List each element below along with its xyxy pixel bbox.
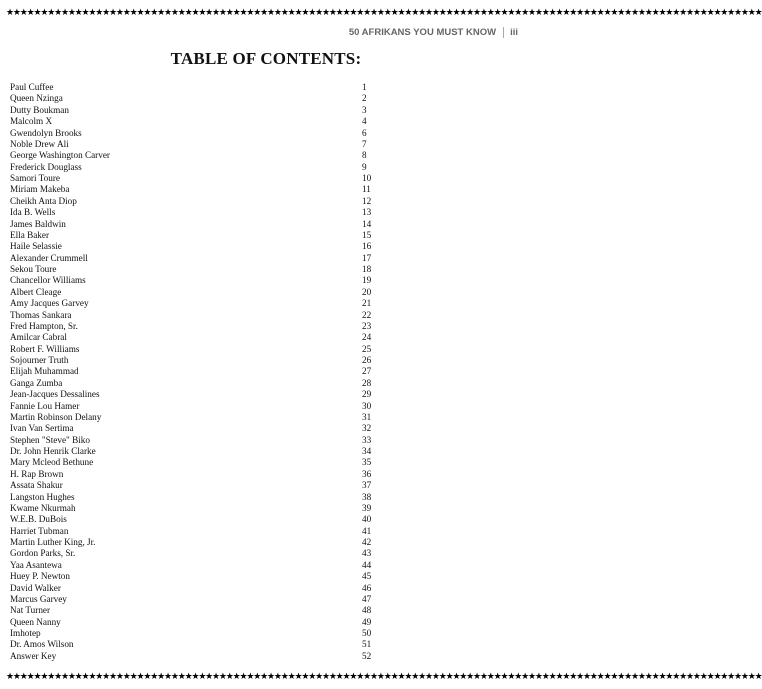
- toc-entry-page: 23: [362, 320, 372, 331]
- toc-entry[interactable]: [10, 196, 370, 207]
- toc-entry-page: 44: [362, 559, 372, 570]
- toc-entry[interactable]: [10, 503, 370, 514]
- toc-entry[interactable]: [10, 344, 370, 355]
- toc-entry-page: 1: [362, 82, 367, 92]
- toc-entry[interactable]: [10, 105, 370, 116]
- bottom-border-rule: ★★★★★★★★★★★★★★★★★★★★★★★★★★★★★★★★★★★★★★★★★★★★★★★★★★★★★★★★★★★★★★★★★★★★★★★★★★★★★★★★★★★★★★★★★★★★★★★★★★★★★★★★★★★★★★: [6, 672, 762, 682]
- toc-entry-name: Noble Drew Ali: [10, 138, 69, 149]
- toc-entry-name: Queen Nanny: [10, 616, 61, 627]
- toc-entry[interactable]: [10, 298, 370, 309]
- toc-entry-name: Mary Mcleod Bethune: [10, 457, 94, 468]
- toc-entry-name: Albert Cleage: [10, 286, 62, 297]
- toc-entry-name: Ida B. Wells: [10, 207, 56, 218]
- toc-entry-name: Gordon Parks, Sr.: [10, 548, 76, 559]
- toc-entry[interactable]: [10, 82, 370, 93]
- toc-title: TABLE OF CONTENTS:: [170, 49, 362, 68]
- toc-entry-name: David Walker: [10, 582, 61, 593]
- toc-entry[interactable]: [10, 571, 370, 582]
- toc-entry-name: Martin Robinson Delany: [10, 411, 102, 422]
- toc-entry[interactable]: [10, 366, 370, 377]
- toc-entry-name: Ganga Zumba: [10, 377, 63, 388]
- toc-entry[interactable]: [10, 435, 370, 446]
- toc-list: [10, 82, 370, 662]
- toc-entry-name: Fred Hampton, Sr.: [10, 320, 78, 331]
- toc-entry-name: Queen Nzinga: [10, 93, 63, 104]
- toc-entry-name: Nat Turner: [10, 605, 51, 616]
- toc-entry-page: 40: [362, 514, 372, 525]
- toc-entry-name: Assata Shakur: [10, 480, 63, 491]
- toc-entry-page: 29: [362, 389, 372, 400]
- toc-entry-name: Ella Baker: [10, 229, 50, 240]
- toc-entry-name: James Baldwin: [10, 218, 66, 229]
- toc-entry[interactable]: [10, 594, 370, 605]
- toc-entry-page: 16: [362, 241, 372, 252]
- toc-entry-page: 18: [362, 264, 372, 274]
- toc-entry-name: Sekou Toure: [10, 264, 57, 274]
- toc-entry-page: 35: [362, 457, 372, 468]
- toc-entry[interactable]: [10, 526, 370, 537]
- toc-entry[interactable]: [10, 457, 370, 468]
- top-border-rule: ★★★★★★★★★★★★★★★★★★★★★★★★★★★★★★★★★★★★★★★★★★★★★★★★★★★★★★★★★★★★★★★★★★★★★★★★★★★★★★★★★★★★★★★★★★★★★★★★★★★★★★★★★★★★★★: [6, 8, 762, 18]
- toc-entry[interactable]: [10, 548, 370, 559]
- toc-entry[interactable]: [10, 310, 370, 321]
- toc-entry[interactable]: [10, 560, 370, 571]
- running-title: 50 AFRIKANS YOU MUST KNOW: [348, 26, 497, 38]
- toc-entry-page: 2: [362, 93, 367, 104]
- toc-entry[interactable]: [10, 275, 370, 286]
- toc-entry[interactable]: [10, 605, 370, 616]
- toc-entry-name: George Washington Carver: [10, 150, 110, 161]
- toc-entry[interactable]: [10, 514, 370, 525]
- page-number: iii: [510, 26, 518, 38]
- toc-entry-page: 7: [362, 138, 367, 149]
- toc-entry-page: 27: [362, 366, 372, 377]
- toc-entry-name: Gwendolyn Brooks: [10, 127, 82, 138]
- toc-entry-page: 49: [362, 616, 372, 627]
- toc-entry[interactable]: [10, 321, 370, 332]
- toc-entry-page: 11: [362, 184, 371, 195]
- toc-entry-page: 21: [362, 298, 372, 309]
- toc-entry-name: Elijah Muhammad: [10, 366, 79, 377]
- toc-entry-name: Langston Hughes: [10, 491, 75, 502]
- toc-entry-name: Dutty Boukman: [10, 104, 69, 115]
- toc-entry-page: 51: [362, 639, 372, 650]
- toc-entry-page: 26: [362, 355, 372, 365]
- toc-entry[interactable]: [10, 651, 370, 662]
- toc-entry-page: 32: [362, 423, 372, 434]
- toc-entry[interactable]: [10, 537, 370, 548]
- toc-entry-name: Yaa Asantewa: [10, 559, 62, 570]
- toc-entry[interactable]: [10, 583, 370, 594]
- toc-entry-page: 9: [362, 161, 367, 172]
- toc-entry-name: Paul Cuffee: [10, 82, 54, 92]
- toc-entry[interactable]: [10, 446, 370, 457]
- toc-entry[interactable]: [10, 401, 370, 412]
- toc-entry-name: Cheikh Anta Diop: [10, 195, 77, 206]
- toc-entry-name: Haile Selassie: [10, 241, 62, 252]
- toc-entry-name: Chancellor Williams: [10, 275, 86, 286]
- toc-entry[interactable]: [10, 139, 370, 150]
- toc-entry-page: 36: [362, 468, 372, 479]
- toc-entry-page: 43: [362, 548, 372, 559]
- toc-entry-name: Malcolm X: [10, 116, 53, 127]
- toc-entry[interactable]: [10, 173, 370, 184]
- toc-entry-name: Huey P. Newton: [10, 571, 70, 582]
- toc-entry-name: Dr. John Henrik Clarke: [10, 446, 96, 456]
- toc-entry-name: Sojourner Truth: [10, 355, 69, 365]
- toc-entry-page: 37: [362, 480, 372, 491]
- toc-entry[interactable]: [10, 207, 370, 218]
- toc-entry-page: 28: [362, 377, 372, 388]
- toc-entry[interactable]: [10, 412, 370, 423]
- toc-entry[interactable]: [10, 128, 370, 139]
- toc-entry-page: 6: [362, 127, 367, 138]
- toc-entry-page: 48: [362, 605, 372, 616]
- toc-entry-page: 46: [362, 582, 372, 593]
- toc-entry-page: 14: [362, 218, 372, 229]
- toc-entry[interactable]: [10, 639, 370, 650]
- toc-entry-name: Fannie Lou Hamer: [10, 400, 80, 411]
- toc-entry-page: 42: [362, 537, 372, 547]
- toc-entry-page: 10: [362, 173, 372, 183]
- toc-entry-page: 3: [362, 104, 367, 115]
- toc-entry-page: 12: [362, 195, 372, 206]
- toc-entry-page: 47: [362, 593, 372, 604]
- toc-entry[interactable]: [10, 480, 370, 491]
- toc-entry[interactable]: [10, 332, 370, 343]
- toc-entry-name: Answer Key: [10, 650, 57, 661]
- toc-entry-name: Marcus Garvey: [10, 593, 67, 604]
- toc-entry-name: Alexander Crummell: [10, 252, 88, 263]
- toc-entry-name: Imhotep: [10, 628, 41, 638]
- toc-entry[interactable]: [10, 253, 370, 264]
- toc-entry[interactable]: [10, 355, 370, 366]
- toc-entry[interactable]: [10, 287, 370, 298]
- toc-entry[interactable]: [10, 219, 370, 230]
- toc-entry-name: Miriam Makeba: [10, 184, 70, 195]
- toc-entry-page: 20: [362, 286, 372, 297]
- toc-entry-name: Martin Luther King, Jr.: [10, 537, 96, 547]
- toc-entry[interactable]: [10, 116, 370, 127]
- toc-entry-name: Kwame Nkurmah: [10, 502, 76, 513]
- toc-entry-name: Jean-Jacques Dessalines: [10, 389, 100, 400]
- toc-entry-page: 17: [362, 252, 372, 263]
- toc-entry-name: Amy Jacques Garvey: [10, 298, 89, 309]
- toc-entry-page: 25: [362, 343, 372, 354]
- toc-entry-name: Thomas Sankara: [10, 309, 72, 320]
- toc-entry-page: 39: [362, 502, 372, 513]
- toc-entry-page: 41: [362, 525, 372, 536]
- toc-entry-page: 19: [362, 275, 372, 286]
- toc-entry[interactable]: [10, 469, 370, 480]
- toc-entry-page: 30: [362, 400, 372, 411]
- toc-entry-name: Ivan Van Sertima: [10, 423, 74, 434]
- toc-entry-name: Dr. Amos Wilson: [10, 639, 74, 650]
- toc-entry-page: 8: [362, 150, 367, 161]
- toc-entry-page: 45: [362, 571, 372, 582]
- toc-entry[interactable]: [10, 150, 370, 161]
- toc-entry-page: 38: [362, 491, 372, 502]
- toc-entry-page: 31: [362, 411, 372, 422]
- toc-entry[interactable]: [10, 617, 370, 628]
- toc-entry-name: H. Rap Brown: [10, 468, 64, 479]
- toc-entry[interactable]: [10, 93, 370, 104]
- toc-entry-name: Stephen "Steve" Biko: [10, 434, 90, 445]
- header-divider: [503, 27, 504, 38]
- toc-entry-page: 4: [362, 116, 367, 127]
- running-header: [349, 26, 518, 38]
- toc-entry-page: 33: [362, 434, 372, 445]
- toc-entry-page: 24: [362, 332, 372, 343]
- toc-entry-name: Robert F. Williams: [10, 343, 80, 354]
- toc-entry[interactable]: [10, 423, 370, 434]
- toc-entry-name: Amilcar Cabral: [10, 332, 67, 343]
- toc-entry[interactable]: [10, 264, 370, 275]
- toc-entry[interactable]: [10, 230, 370, 241]
- toc-entry-name: Harriet Tubman: [10, 525, 69, 536]
- toc-entry-page: 34: [362, 446, 372, 456]
- toc-entry-name: Samori Toure: [10, 173, 60, 183]
- toc-entry-page: 15: [362, 229, 372, 240]
- toc-entry[interactable]: [10, 378, 370, 389]
- toc-entry-name: W.E.B. DuBois: [10, 514, 67, 525]
- toc-entry-name: Frederick Douglass: [10, 161, 82, 172]
- toc-entry-page: 52: [362, 650, 372, 661]
- toc-entry[interactable]: [10, 628, 370, 639]
- toc-entry[interactable]: [10, 184, 370, 195]
- toc-entry[interactable]: [10, 492, 370, 503]
- toc-entry[interactable]: [10, 162, 370, 173]
- toc-entry-page: 13: [362, 207, 372, 218]
- toc-entry-page: 22: [362, 309, 372, 320]
- toc-entry-page: 50: [362, 628, 372, 638]
- toc-entry[interactable]: [10, 241, 370, 252]
- toc-entry[interactable]: [10, 389, 370, 400]
